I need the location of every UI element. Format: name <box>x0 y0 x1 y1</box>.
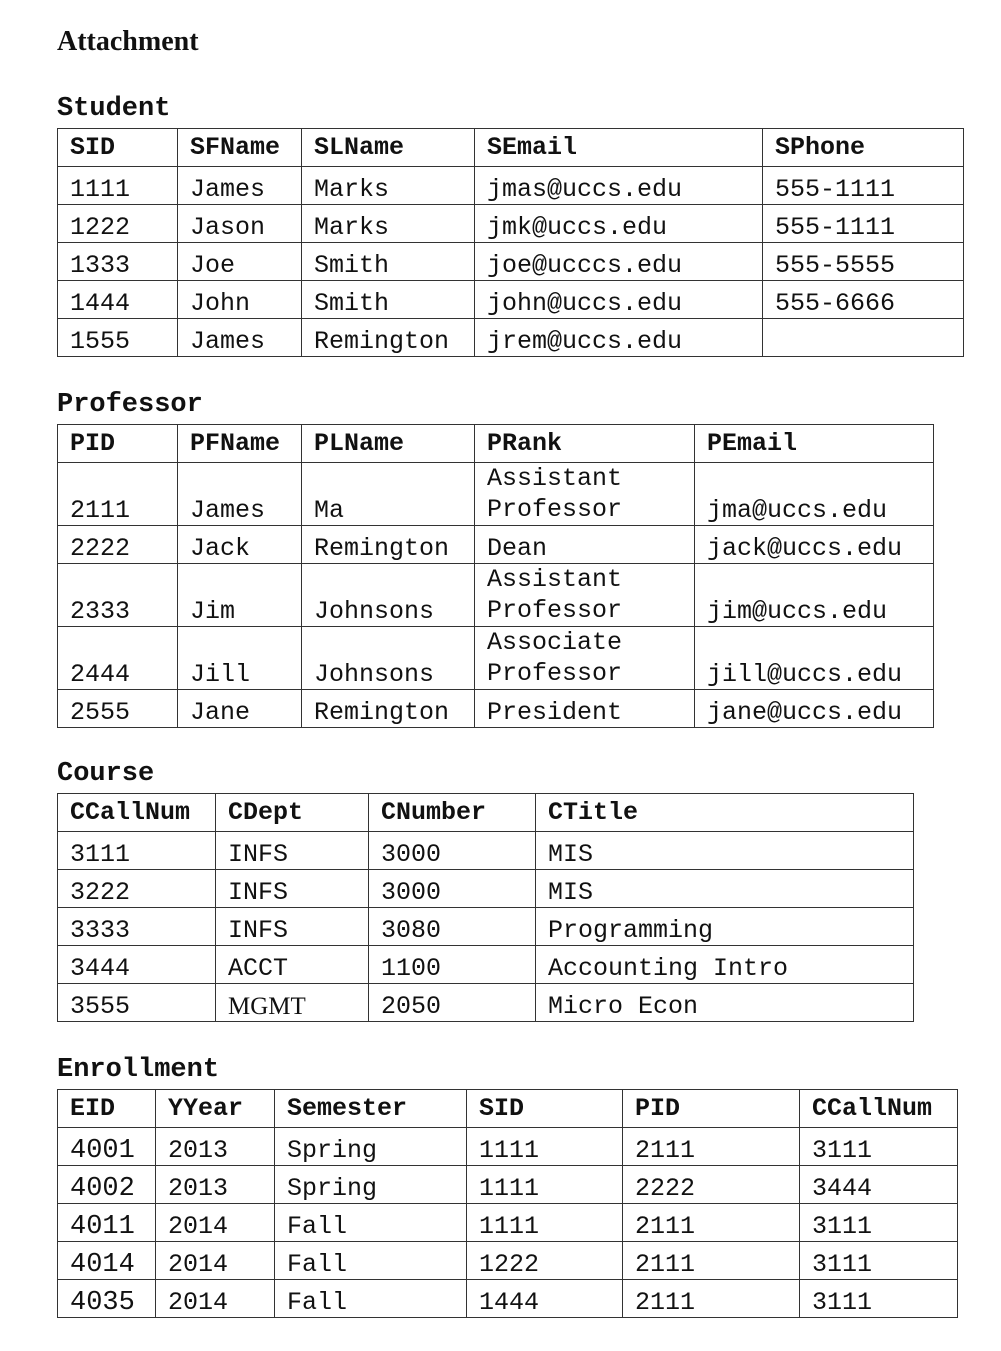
table-cell: John <box>178 281 302 319</box>
table-cell: 2333 <box>58 564 178 627</box>
column-header: CNumber <box>369 794 536 832</box>
table-cell: 3555 <box>58 984 216 1022</box>
table-cell: 3111 <box>58 832 216 870</box>
table-cell: 2111 <box>58 463 178 526</box>
table-row <box>58 167 964 205</box>
table-cell: 555-1111 <box>763 167 964 205</box>
table-cell: 2111 <box>623 1204 800 1242</box>
table-header-row <box>58 129 964 167</box>
table-cell: 2444 <box>58 627 178 690</box>
column-header: PLName <box>302 425 475 463</box>
table-cell: 3111 <box>800 1204 958 1242</box>
table-row <box>58 1280 958 1318</box>
table-cell: Johnsons <box>302 564 475 627</box>
table-cell: 1100 <box>369 946 536 984</box>
table-row <box>58 627 934 690</box>
table-cell: 4002 <box>58 1166 156 1204</box>
table-row <box>58 984 914 1022</box>
table-cell: 2222 <box>58 526 178 564</box>
table-cell: Accounting Intro <box>536 946 914 984</box>
table-cell: President <box>475 690 695 728</box>
table-row <box>58 526 934 564</box>
student-table <box>57 128 964 357</box>
table-cell: 1333 <box>58 243 178 281</box>
column-header: Semester <box>275 1090 467 1128</box>
professor-table-title: Professor <box>57 390 203 420</box>
table-cell: Smith <box>302 281 475 319</box>
column-header: SID <box>58 129 178 167</box>
table-cell: 1111 <box>467 1128 623 1166</box>
table-cell: Ma <box>302 463 475 526</box>
table-cell: Marks <box>302 205 475 243</box>
table-cell: 4011 <box>58 1204 156 1242</box>
column-header: SFName <box>178 129 302 167</box>
table-cell: 555-6666 <box>763 281 964 319</box>
table-cell: 3333 <box>58 908 216 946</box>
table-cell: ACCT <box>216 946 369 984</box>
table-cell: James <box>178 463 302 526</box>
table-header-row <box>58 1090 958 1128</box>
table-row <box>58 319 964 357</box>
enrollment-table <box>57 1089 958 1318</box>
table-cell: jma@uccs.edu <box>695 463 934 526</box>
table-cell: 2014 <box>156 1280 275 1318</box>
table-cell: jack@uccs.edu <box>695 526 934 564</box>
table-row <box>58 946 914 984</box>
table-cell: 1444 <box>467 1280 623 1318</box>
table-cell: Fall <box>275 1204 467 1242</box>
table-cell: Jack <box>178 526 302 564</box>
column-header: SEmail <box>475 129 763 167</box>
table-cell: 1111 <box>58 167 178 205</box>
table-cell: Fall <box>275 1242 467 1280</box>
table-cell: 3111 <box>800 1242 958 1280</box>
column-header: EID <box>58 1090 156 1128</box>
column-header: PRank <box>475 425 695 463</box>
table-cell: Fall <box>275 1280 467 1318</box>
table-row <box>58 564 934 627</box>
document-title: Attachment <box>57 26 199 57</box>
table-row <box>58 1166 958 1204</box>
table-cell: MIS <box>536 870 914 908</box>
course-table <box>57 793 914 1022</box>
table-cell: Remington <box>302 526 475 564</box>
table-cell: Associate Professor <box>475 627 695 690</box>
table-cell: jrem@uccs.edu <box>475 319 763 357</box>
table-cell: 3222 <box>58 870 216 908</box>
table-cell: 2111 <box>623 1242 800 1280</box>
table-cell: 555-5555 <box>763 243 964 281</box>
student-table-title: Student <box>57 94 171 124</box>
table-cell: jill@uccs.edu <box>695 627 934 690</box>
professor-table <box>57 424 934 728</box>
table-cell: 1555 <box>58 319 178 357</box>
table-cell: 555-1111 <box>763 205 964 243</box>
table-cell: 2013 <box>156 1166 275 1204</box>
column-header: PEmail <box>695 425 934 463</box>
table-cell: Remington <box>302 690 475 728</box>
course-table-title: Course <box>57 759 155 789</box>
table-cell: 3080 <box>369 908 536 946</box>
column-header: PID <box>623 1090 800 1128</box>
table-cell: 2111 <box>623 1128 800 1166</box>
column-header: CDept <box>216 794 369 832</box>
table-row <box>58 1242 958 1280</box>
table-cell: Assistant Professor <box>475 463 695 526</box>
table-cell: jim@uccs.edu <box>695 564 934 627</box>
table-cell: Dean <box>475 526 695 564</box>
table-cell: 2014 <box>156 1204 275 1242</box>
table-cell: 2222 <box>623 1166 800 1204</box>
table-cell: Assistant Professor <box>475 564 695 627</box>
table-cell: Remington <box>302 319 475 357</box>
table-cell: jane@uccs.edu <box>695 690 934 728</box>
column-header: CCallNum <box>58 794 216 832</box>
table-cell: Programming <box>536 908 914 946</box>
table-row <box>58 1204 958 1242</box>
table-header-row <box>58 794 914 832</box>
table-cell: 2555 <box>58 690 178 728</box>
table-cell: Jill <box>178 627 302 690</box>
column-header: CTitle <box>536 794 914 832</box>
table-cell: 2014 <box>156 1242 275 1280</box>
column-header: CCallNum <box>800 1090 958 1128</box>
table-cell: 3444 <box>800 1166 958 1204</box>
table-cell: jmk@uccs.edu <box>475 205 763 243</box>
table-cell: john@uccs.edu <box>475 281 763 319</box>
table-cell: MIS <box>536 832 914 870</box>
table-row <box>58 463 934 526</box>
table-cell: 4035 <box>58 1280 156 1318</box>
table-cell: James <box>178 319 302 357</box>
table-cell: 1444 <box>58 281 178 319</box>
table-cell: 1111 <box>467 1166 623 1204</box>
table-cell: jmas@uccs.edu <box>475 167 763 205</box>
table-header-row <box>58 425 934 463</box>
table-cell: Smith <box>302 243 475 281</box>
table-cell: 1222 <box>58 205 178 243</box>
table-row <box>58 690 934 728</box>
table-cell: 2050 <box>369 984 536 1022</box>
table-cell: 2111 <box>623 1280 800 1318</box>
table-cell: 2013 <box>156 1128 275 1166</box>
table-cell: James <box>178 167 302 205</box>
table-cell: 3444 <box>58 946 216 984</box>
table-cell: 3111 <box>800 1128 958 1166</box>
table-cell: 3111 <box>800 1280 958 1318</box>
table-row <box>58 1128 958 1166</box>
table-cell: 1111 <box>467 1204 623 1242</box>
column-header: PFName <box>178 425 302 463</box>
table-cell: Micro Econ <box>536 984 914 1022</box>
table-row <box>58 281 964 319</box>
table-row <box>58 832 914 870</box>
table-cell: Jane <box>178 690 302 728</box>
table-cell: Jason <box>178 205 302 243</box>
table-cell: 3000 <box>369 832 536 870</box>
table-cell: Spring <box>275 1166 467 1204</box>
table-row <box>58 870 914 908</box>
table-row <box>58 205 964 243</box>
column-header: SID <box>467 1090 623 1128</box>
table-cell: Johnsons <box>302 627 475 690</box>
table-cell: MGMT <box>216 984 369 1022</box>
table-cell: Jim <box>178 564 302 627</box>
table-cell: INFS <box>216 870 369 908</box>
table-cell: INFS <box>216 908 369 946</box>
table-cell: INFS <box>216 832 369 870</box>
column-header: SPhone <box>763 129 964 167</box>
table-cell: 4001 <box>58 1128 156 1166</box>
table-row <box>58 908 914 946</box>
table-cell: Spring <box>275 1128 467 1166</box>
table-cell: 1222 <box>467 1242 623 1280</box>
enrollment-table-title: Enrollment <box>57 1055 220 1085</box>
table-cell: joe@ucccs.edu <box>475 243 763 281</box>
column-header: YYear <box>156 1090 275 1128</box>
table-cell <box>763 319 964 357</box>
column-header: PID <box>58 425 178 463</box>
table-cell: 4014 <box>58 1242 156 1280</box>
table-cell: Joe <box>178 243 302 281</box>
table-row <box>58 243 964 281</box>
table-cell: 3000 <box>369 870 536 908</box>
column-header: SLName <box>302 129 475 167</box>
table-cell: Marks <box>302 167 475 205</box>
